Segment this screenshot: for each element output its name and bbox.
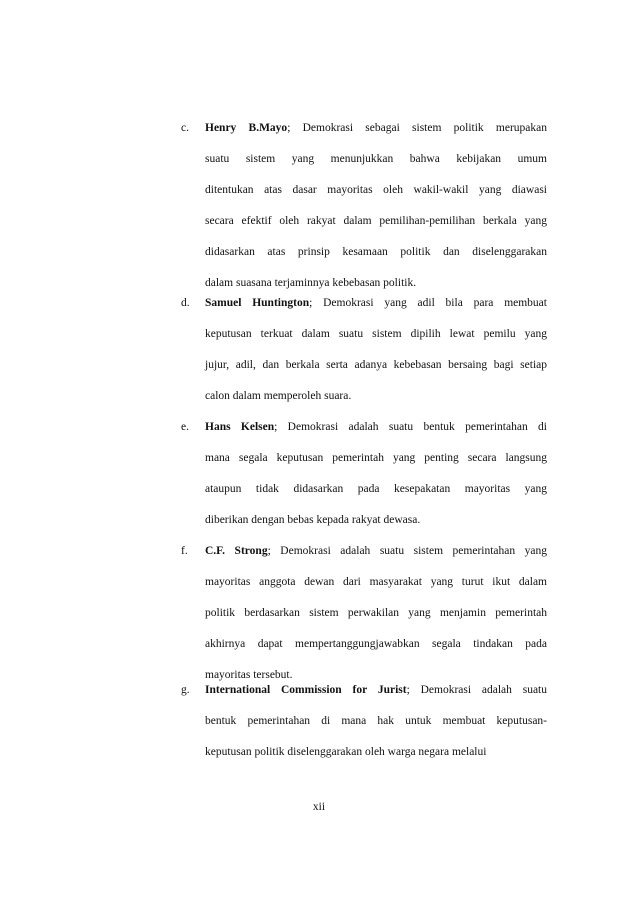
entry-line: politik berdasarkan sistem perwakilan yang menjamin pemerintah <box>205 607 547 619</box>
entry-line: suatu sistem yang menunjukkan bahwa kebijakan umum <box>205 153 547 165</box>
entry-text: ; Demokrasi adalah suatu <box>406 684 547 696</box>
entry-marker: e. <box>181 421 189 433</box>
entry-line: jujur, adil, dan berkala serta adanya kebebasan bersaing bagi setiap <box>205 359 547 371</box>
entry-author-name: Samuel Huntington <box>205 297 310 309</box>
entry-line: akhirnya dapat mempertanggungjawabkan segala tindakan pada <box>205 638 547 650</box>
entry-marker: g. <box>181 684 190 696</box>
entry-line: didasarkan atas prinsip kesamaan politik dan diselenggarakan <box>205 246 547 258</box>
entry-marker: c. <box>181 122 189 134</box>
entry-line <box>205 543 547 559</box>
entry-text: ; Demokrasi adalah suatu sistem pemerintahan yang <box>267 545 548 557</box>
entry-line: ataupun tidak didasarkan pada kesepakatan mayoritas yang <box>205 483 547 495</box>
entry-line: bentuk pemerintahan di mana hak untuk membuat keputusan- <box>205 715 547 727</box>
entry-author-name: International Commission for Jurist <box>205 684 407 696</box>
entry-line: diberikan dengan bebas kepada rakyat dewasa. <box>205 514 421 526</box>
entry-author-name: Hans Kelsen <box>205 421 275 433</box>
entry-line <box>205 295 547 311</box>
entry-line: calon dalam memperoleh suara. <box>205 390 352 402</box>
entry-author-name: C.F. Strong <box>205 545 268 557</box>
entry-line: ditentukan atas dasar mayoritas oleh wakil-wakil yang diawasi <box>205 184 547 196</box>
entry-marker: f. <box>181 545 188 557</box>
entry-line: keputusan terkuat dalam suatu sistem dipilih lewat pemilu yang <box>205 328 547 340</box>
entry-text: ; Demokrasi sebagai sistem politik merupakan <box>287 122 547 134</box>
entry-marker: d. <box>181 297 190 309</box>
entry-line: mayoritas anggota dewan dari masyarakat yang turut ikut dalam <box>205 576 547 588</box>
entry-author-name: Henry B.Mayo <box>205 122 288 134</box>
entry-line <box>205 682 547 698</box>
entry-text: ; Demokrasi yang adil bila para membuat <box>309 297 547 309</box>
entry-line <box>205 419 547 435</box>
entry-line: mayoritas tersebut. <box>205 669 293 681</box>
page-number: xii <box>312 801 326 813</box>
entry-line <box>205 120 547 136</box>
entry-line: keputusan politik diselenggarakan oleh warga negara melalui <box>205 746 487 758</box>
entry-line: secara efektif oleh rakyat dalam pemilihan-pemilihan berkala yang <box>205 215 547 227</box>
entry-line: dalam suasana terjaminnya kebebasan politik. <box>205 277 417 289</box>
entry-text: ; Demokrasi adalah suatu bentuk pemerintahan di <box>274 421 547 433</box>
entry-line: mana segala keputusan pemerintah yang penting secara langsung <box>205 452 547 464</box>
